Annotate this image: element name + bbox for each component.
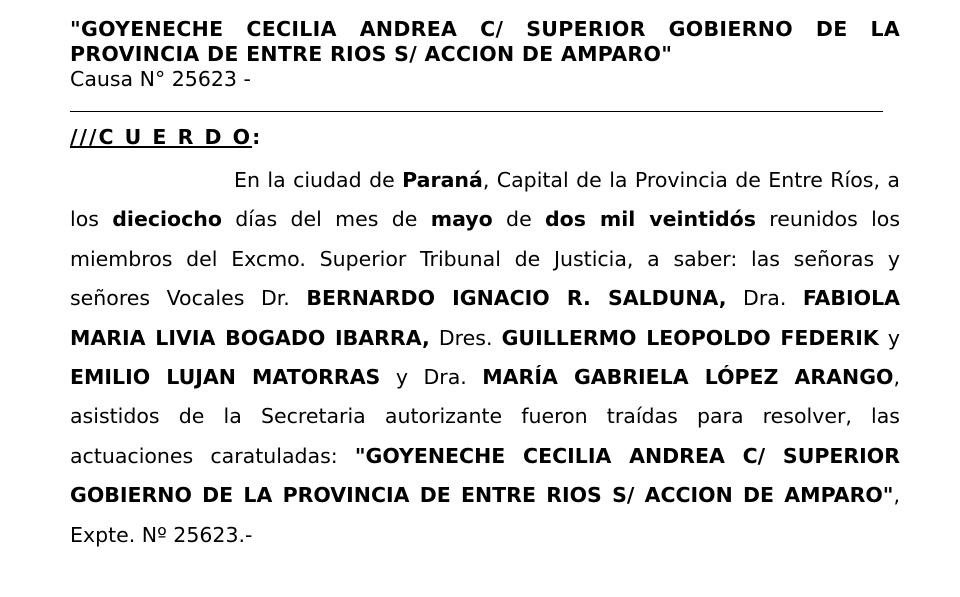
day-value: dieciocho — [112, 207, 222, 232]
acuerdo-word: C U E R D O — [98, 125, 253, 149]
judge-name: MARÍA GABRIELA LÓPEZ ARANGO — [482, 365, 894, 390]
text-segment: En la ciudad de — [234, 168, 403, 192]
text-segment: de — [492, 207, 545, 232]
text-segment: y Dra. — [380, 365, 483, 390]
text-segment: Dra. — [726, 286, 803, 311]
month-value: mayo — [430, 207, 493, 232]
body-paragraph — [70, 161, 900, 555]
text-segment: días del mes de — [221, 207, 431, 232]
case-number: Causa N° 25623 - — [70, 67, 251, 91]
judge-name: GUILLERMO LEOPOLDO FEDERIK — [501, 325, 879, 350]
acuerdo-prefix: /// — [70, 125, 99, 149]
text-segment: , Capital de la Provincia de Entre Ríos, a los — [70, 168, 900, 232]
case-caption: "GOYENECHE CECILIA ANDREA C/ SUPERIOR GOBIERNO DE LA PROVINCIA DE ENTRE RIOS S/ ACCION DE AMPARO" — [70, 443, 900, 508]
text-segment: , asistidos de la Secretaria autorizante fueron traídas para resolver, las actuaciones caratuladas: — [70, 365, 900, 468]
text-segment: y — [878, 325, 900, 350]
judge-name: EMILIO LUJAN MATORRAS — [70, 365, 381, 390]
city-name: Paraná — [402, 168, 483, 192]
judge-name: FABIOLA MARIA LIVIA BOGADO IBARRA, — [70, 286, 900, 350]
acuerdo-heading — [70, 125, 900, 150]
text-segment: Dres. — [429, 325, 502, 350]
year-value: dos mil veintidós — [545, 207, 756, 232]
text-segment: , Expte. Nº 25623.- — [70, 483, 900, 547]
text-segment: reunidos los miembros del Excmo. Superior Tribunal de Justicia, a saber: las señoras y señores Vocales Dr. — [70, 207, 900, 311]
case-title: "GOYENECHE CECILIA ANDREA C/ SUPERIOR GOBIERNO DE LA PROVINCIA DE ENTRE RIOS S/ ACCION DE AMPARO" — [70, 17, 900, 66]
judge-name: BERNARDO IGNACIO R. SALDUNA, — [306, 286, 727, 311]
document-page — [70, 0, 900, 555]
acuerdo-suffix: : — [252, 125, 261, 149]
header-divider — [70, 111, 883, 112]
